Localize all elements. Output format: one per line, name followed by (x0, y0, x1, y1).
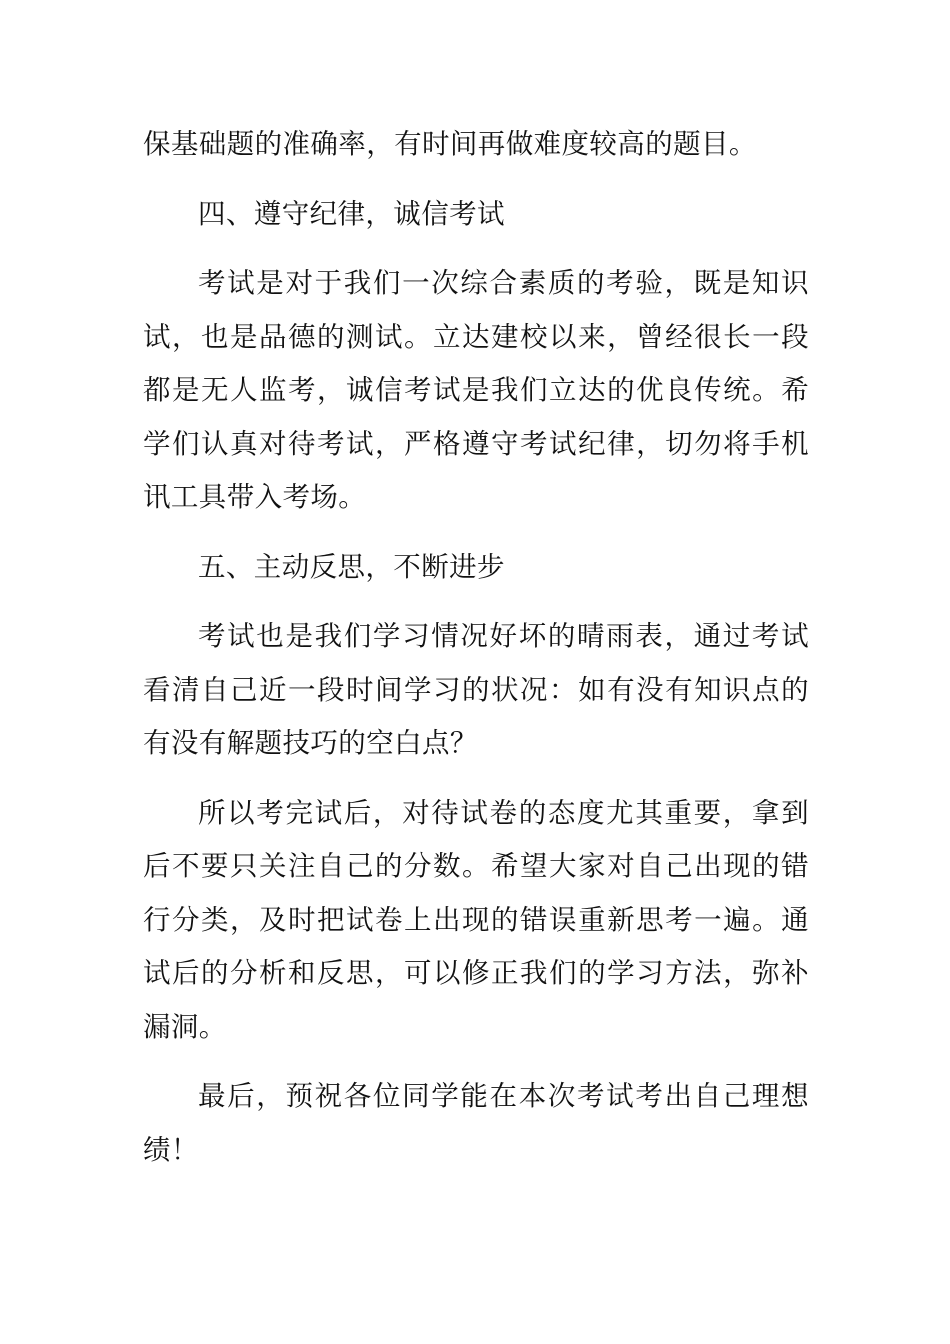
text-line: 最后，预祝各位同学能在本次考试考出自己理想 (198, 1080, 809, 1112)
text-line: 保基础题的准确率，有时间再做难度较高的题目。 (143, 128, 757, 160)
text-line: 学们认真对待考试，严格遵守考试纪律，切勿将手机 (143, 427, 809, 460)
text-line: 考试是对于我们一次综合素质的考验，既是知识 (198, 267, 809, 299)
text-line: 看清自己近一段时间学习的状况：如有没有知识点的 (143, 673, 809, 706)
paragraph-gap (143, 1054, 809, 1070)
text-line: 后不要只关注自己的分数。希望大家对自己出现的错 (143, 850, 809, 882)
text-line: 讯工具带入考场。 (143, 481, 367, 513)
text-line: 试后的分析和反思，可以修正我们的学习方法，弥补 (143, 957, 809, 989)
paragraph-gap (143, 241, 809, 257)
paragraph-gap (143, 594, 809, 610)
paragraph-gap (143, 525, 809, 541)
text-line: 五、主动反思，不断进步 (198, 550, 505, 583)
text-line: 行分类，及时把试卷上出现的错误重新思考一遍。通 (143, 903, 809, 936)
paragraph-gap (143, 172, 809, 188)
text-line: 四、遵守纪律，诚信考试 (198, 197, 505, 230)
document-body (143, 118, 809, 1177)
text-line: 都是无人监考，诚信考试是我们立达的优良传统。希 (143, 374, 809, 406)
text-line: 考试也是我们学习情况好坏的晴雨表，通过考试 (198, 620, 809, 652)
text-line: 所以考完试后，对待试卷的态度尤其重要，拿到 (198, 796, 809, 829)
text-line: 有没有解题技巧的空白点？ (143, 727, 478, 759)
text-line: 漏洞。 (143, 1010, 227, 1043)
paragraph-gap (143, 771, 809, 787)
text-line: 绩！ (143, 1133, 199, 1166)
text-line: 试，也是品德的测试。立达建校以来，曾经很长一段 (143, 320, 809, 353)
